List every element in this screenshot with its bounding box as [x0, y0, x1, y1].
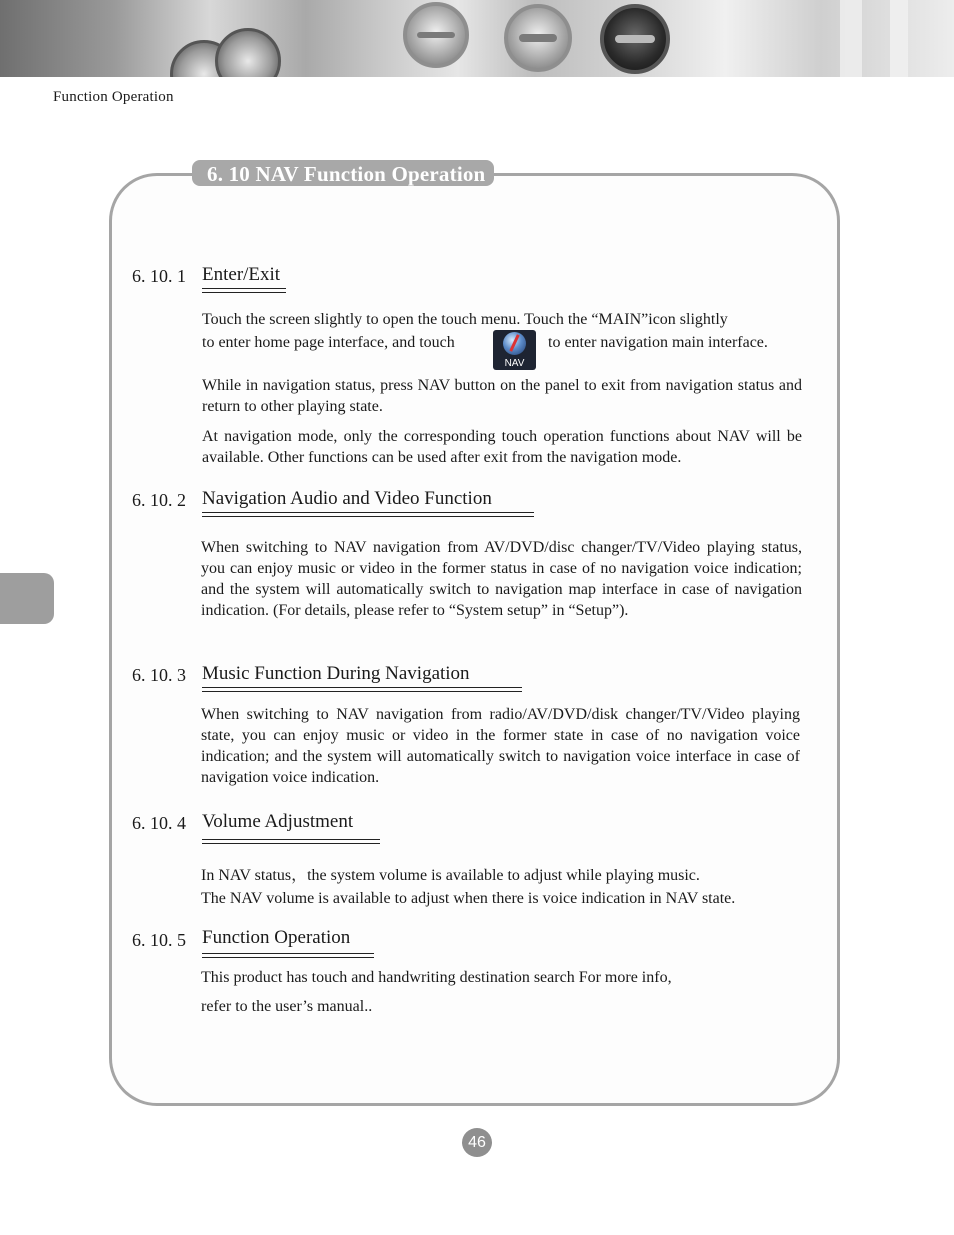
paragraph-line: The NAV volume is available to adjust when there is voice indication in NAV state. [201, 890, 736, 907]
climate-knob-right-graphic [600, 4, 670, 74]
climate-knob-center-graphic [504, 4, 572, 72]
section-title: 6. 10 NAV Function Operation [207, 162, 486, 186]
subsection-title: Function Operation [202, 927, 351, 948]
chapter-side-tab [0, 573, 54, 624]
paragraph: While in navigation status, press NAV button on the panel to exit from navigation status and return to other playing state. [202, 377, 802, 415]
paragraph: When switching to NAV navigation from AV/DVD/disc changer/TV/Video playing status, you can enjoy music or video in the former status in case of no navigation voice indication; and the system will automatically switch to navigation map interface in case of navigation indication. (For details, please refer to “System setup” in “Setup”). [201, 539, 802, 619]
subsection-number: 6. 10. 1 [132, 266, 186, 286]
title-underline [202, 512, 534, 517]
title-underline [202, 288, 286, 293]
title-underline [202, 953, 374, 958]
nav-icon-label: NAV [504, 358, 525, 369]
header-banner [0, 0, 954, 77]
subsection-title: Volume Adjustment [202, 811, 354, 832]
climate-knob-left-graphic [403, 2, 469, 68]
paragraph-line: refer to the user’s manual.. [201, 998, 373, 1015]
paragraph-line: In NAV status，the system volume is available to adjust while playing music. [201, 867, 700, 884]
title-underline [202, 687, 522, 692]
banner-light-panel [840, 0, 862, 77]
paragraph-line: This product has touch and handwriting destination search For more info, [201, 969, 672, 986]
paragraph-line: Touch the screen slightly to open the touch menu. Touch the “MAIN”icon slightly [202, 311, 728, 328]
page-number-badge: 46 [462, 1128, 492, 1157]
running-head: Function Operation [53, 89, 174, 105]
paragraph: When switching to NAV navigation from radio/AV/DVD/disk changer/TV/Video playing state, you can enjoy music or video in the former state in case of no navigation voice indication; and the system will automatically switch to navigation voice interface in case of navigation voice indication. [201, 706, 800, 786]
paragraph: At navigation mode, only the corresponding touch operation functions about NAV will be available. Other functions can be used after exit from the navigation mode. [202, 428, 802, 466]
subsection-number: 6. 10. 2 [132, 490, 186, 510]
title-underline [202, 839, 380, 844]
nav-compass-icon [493, 330, 536, 370]
subsection-number: 6. 10. 4 [132, 813, 186, 833]
subsection-title: Enter/Exit [202, 264, 281, 285]
section-title-tab [192, 160, 494, 186]
subsection-title: Navigation Audio and Video Function [202, 488, 492, 509]
subsection-number: 6. 10. 5 [132, 930, 186, 950]
paragraph-line: to enter navigation main interface. [548, 334, 768, 351]
paragraph-line: to enter home page interface, and touch [202, 334, 455, 351]
banner-light-panel [890, 0, 908, 77]
subsection-title: Music Function During Navigation [202, 663, 470, 684]
subsection-number: 6. 10. 3 [132, 665, 186, 685]
